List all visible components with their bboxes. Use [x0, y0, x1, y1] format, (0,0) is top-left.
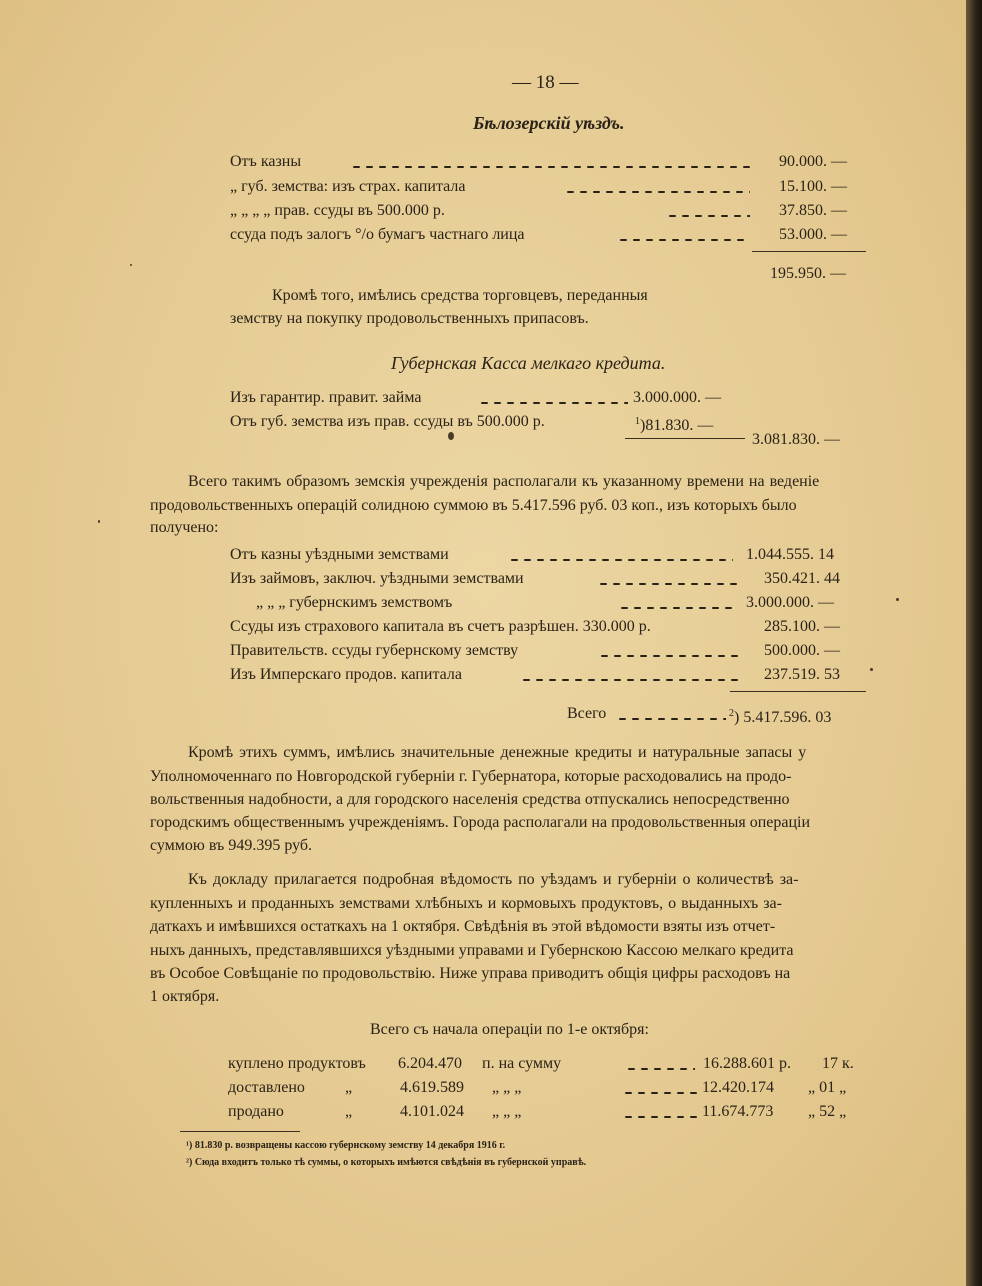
- summary-qty: 4.101.024: [400, 1103, 464, 1120]
- breakdown-total: [729, 704, 831, 728]
- row-value-text: )81.830. —: [640, 417, 714, 434]
- summary-amount: 16.288.601 р.: [703, 1055, 791, 1072]
- paragraph-line: въ Особое Совѣщаніе по продовольствію. Ниже управа приводитъ общія цифры расходовъ на: [150, 965, 791, 982]
- paragraph-line: Кромѣ этихъ суммъ, имѣлись значительные денежные кредиты и натуральные запасы у: [188, 744, 807, 761]
- sum-rule: [752, 251, 866, 252]
- paragraph-line: получено:: [150, 519, 219, 536]
- paragraph-line: Къ докладу прилагается подробная вѣдомость по уѣздамъ и губерніи о количествѣ за-: [188, 871, 799, 888]
- paragraph-line: ныхъ данныхъ, представлявшихся уѣздными управами и Губернскою Кассою мелкаго кредита: [150, 942, 794, 959]
- page-number: — 18 —: [512, 72, 579, 93]
- summary-amount: 11.674.773: [702, 1103, 774, 1120]
- paragraph-line: даткахъ и имѣвшихся остаткахъ на 1 октября. Свѣдѣнія въ этой вѣдомости взяты изъ отчет-: [150, 918, 776, 935]
- footnote-marker: 1: [635, 416, 640, 427]
- summary-kop: „ 01 „: [808, 1079, 847, 1096]
- section1-note-line: земству на покупку продовольственныхъ припасовъ.: [230, 310, 589, 327]
- ditto-mark: „: [345, 1079, 353, 1096]
- row-label: Отъ губ. земства изъ прав. ссуды въ 500.000 р.: [230, 413, 545, 430]
- paragraph-line: городскимъ общественнымъ учрежденіямъ. Города располагали на продовольственныя операціи: [150, 814, 811, 831]
- row-label: ссуда подъ залогъ °/o бумагъ частнаго лица: [230, 226, 525, 243]
- sum-rule: [625, 438, 745, 439]
- section2-total: 3.081.830. —: [752, 431, 840, 448]
- section1-note-line: Кромѣ того, имѣлись средства торговцевъ, переданныя: [272, 287, 648, 304]
- row-value: 3.000.000. —: [746, 594, 834, 611]
- summary-qty: 6.204.470: [398, 1055, 462, 1072]
- paragraph-line: суммою въ 949.395 руб.: [150, 837, 313, 854]
- section-title-credit-bank: Губернская Касса мелкаго кредита.: [391, 353, 666, 373]
- row-value: 1.044.555. 14: [746, 546, 834, 563]
- paragraph-line: купленныхъ и проданныхъ земствами хлѣбныхъ и кормовыхъ продуктовъ, о выданныхъ за-: [150, 895, 782, 912]
- summary-mid: „ „ „: [492, 1079, 522, 1096]
- paragraph-line: вольственныя надобности, а для городского населенія средства отпускались непосредственно: [150, 791, 790, 808]
- summary-label: продано: [228, 1103, 284, 1120]
- row-label: Ссуды изъ страхового капитала въ счетъ разрѣшен. 330.000 р.: [230, 618, 651, 635]
- summary-kop: „ 52 „: [808, 1103, 847, 1120]
- footnote-marker: 2: [729, 708, 734, 719]
- row-label: „ губ. земства: изъ страх. капитала: [230, 178, 466, 195]
- summary-mid: „ „ „: [492, 1103, 522, 1120]
- row-label: Изъ Имперскаго продов. капитала: [230, 666, 462, 683]
- paragraph-line: продовольственныхъ операцій солидною суммою въ 5.417.596 руб. 03 коп., изъ которыхъ было: [150, 497, 797, 514]
- row-label: „ „ „ „ прав. ссуды въ 500.000 р.: [230, 202, 445, 219]
- footnote: ²) Сюда входитъ только тѣ суммы, о которыхъ имѣются свѣдѣнія въ губернской управѣ.: [186, 1157, 587, 1168]
- row-value: 37.850. —: [779, 202, 847, 219]
- row-label: Изъ займовъ, заключ. уѣздными земствами: [230, 570, 524, 587]
- footnote-rule: [180, 1131, 300, 1132]
- paragraph-line: Уполномоченнаго по Новгородской губерніи г. Губернатора, которые расходовались на продо-: [150, 768, 792, 785]
- summary-mid: п. на сумму: [482, 1055, 562, 1072]
- paragraph-line: 1 октября.: [150, 988, 220, 1005]
- row-label: Изъ гарантир. правит. займа: [230, 389, 422, 406]
- row-value: 15.100. —: [779, 178, 847, 195]
- row-label: Правительств. ссуды губернскому земству: [230, 642, 519, 659]
- row-value: 350.421. 44: [764, 570, 840, 587]
- row-label: Отъ казны уѣздными земствами: [230, 546, 449, 563]
- page-edge-shadow: [966, 0, 982, 1286]
- section1-total: 195.950. —: [770, 265, 846, 282]
- row-label: „ „ „ губернскимъ земствомъ: [256, 594, 453, 611]
- section-title-belozersk: Бѣлозерскій уѣздъ.: [473, 113, 625, 133]
- summary-heading: Всего съ начала операціи по 1-е октября:: [370, 1021, 649, 1038]
- row-value: 237.519. 53: [764, 666, 840, 683]
- summary-qty: 4.619.589: [400, 1079, 464, 1096]
- row-value: 285.100. —: [764, 618, 840, 635]
- breakdown-total-value: ) 5.417.596. 03: [734, 709, 832, 726]
- row-value: 53.000. —: [779, 226, 847, 243]
- row-value: [635, 412, 713, 436]
- row-value: 90.000. —: [779, 153, 847, 170]
- row-value: 3.000.000. —: [633, 389, 721, 406]
- row-value: 500.000. —: [764, 642, 840, 659]
- summary-label: куплено продуктовъ: [228, 1055, 366, 1072]
- row-label: Отъ казны: [230, 153, 302, 170]
- breakdown-total-label: Всего: [567, 705, 607, 722]
- paragraph-line: Всего такимъ образомъ земскія учрежденія располагали къ указанному времени на веденіе: [188, 473, 820, 490]
- summary-kop: 17 к.: [822, 1055, 854, 1072]
- footnote: ¹) 81.830 р. возвращены кассою губернскому земству 14 декабря 1916 г.: [186, 1140, 506, 1151]
- summary-label: доставлено: [228, 1079, 305, 1096]
- summary-amount: 12.420.174: [702, 1079, 774, 1096]
- ditto-mark: „: [345, 1103, 353, 1120]
- sum-rule: [730, 691, 866, 692]
